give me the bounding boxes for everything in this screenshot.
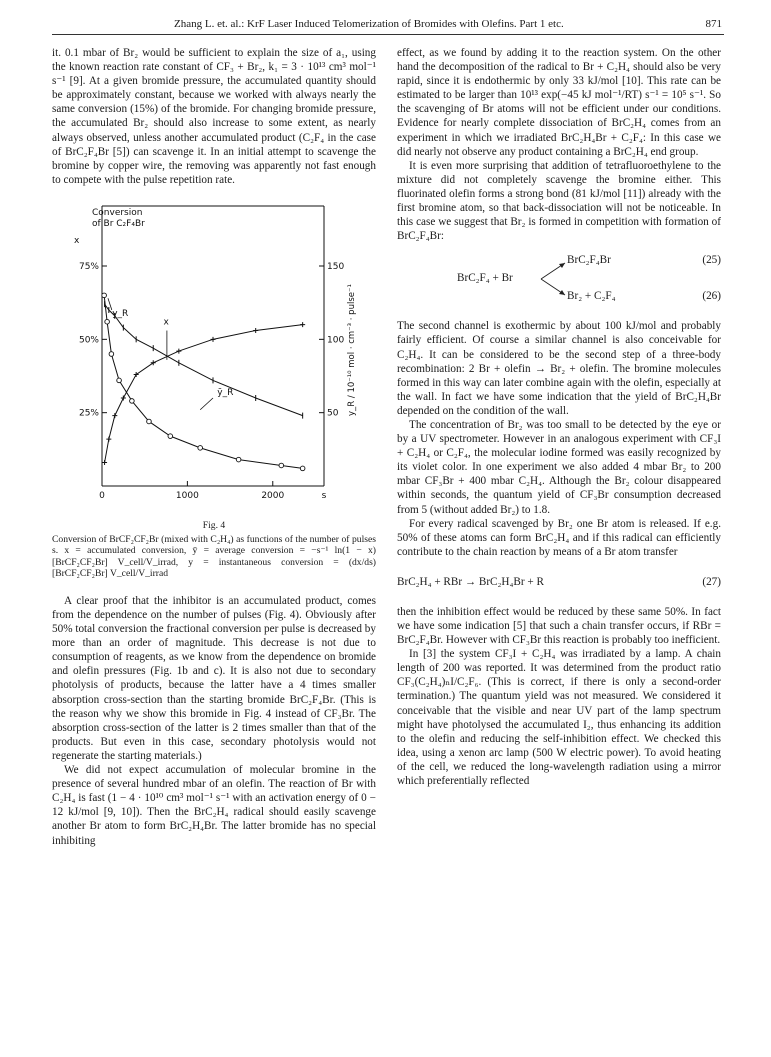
x-tick-label: 0	[99, 490, 105, 501]
chart-axes	[102, 206, 324, 486]
curve-circle	[104, 295, 303, 468]
left-column	[52, 46, 376, 848]
left-axis-label: x	[74, 235, 80, 246]
x-tick-label: s	[321, 490, 327, 501]
left-tick-label: 50%	[78, 335, 99, 346]
equation-reactants: BrC₂F₄ + Br	[457, 272, 513, 285]
data-point	[109, 352, 114, 357]
equation-26-number: (26)	[702, 290, 721, 303]
chart-curves	[104, 295, 303, 468]
data-point	[236, 457, 241, 462]
left-paragraph-1: it. 0.1 mbar of Br₂ would be sufficient to explain the size of a₁, using the known reaction rate constant of CF₃ + Br₂, k₁ = 3 · 10¹³ cm³ mol⁻¹ s⁻¹ [9]. At a given bromide pressure, the accumulated quantity should be approximately constant, because we worked with always nearly the same conversion (15%) of the bromide. For changing bromide pressure, the accumulated Br₂ should also increase to some extent, as nearly always observed, unless another accumulated product (C₂F₄ in the case of BrC₂F₄Br [5]) can scavenge it. In an initial attempt to scavenge the bromine by copper wire, the removing was apparently not fast enough to compete with the pulse repetition rate.	[52, 47, 376, 186]
curve-cross	[105, 325, 303, 463]
right-paragraph-7: In [3] the system CF₃I + C₂H₄ was irradiated by a lamp. A chain length of 200 was reported. It was determined from the product ratio CF₃(C₂H₄)ₙI/C₂F₆. (This is correct, if there is only a second-order termination.) The quantum yield was not measured. We considered it conceivable that the visible and near UV part of the lamp spectrum might have photolysed the accumulated I₂, thus enhancing its addition to the olefin and reducing the self-inhibition effect. We checked this idea, using a xenon arc lamp (500 W electric power). To avoid heating of the cell, we reduced the long-wavelength radiation using a mirror which preferentially reflected	[397, 648, 721, 788]
branch-arrows	[539, 259, 569, 299]
equation-27-text: BrC₂H₄ + RBr → BrC₂H₄Br + R	[397, 575, 544, 588]
page-number: 871	[705, 18, 722, 30]
curve-label-x: x	[163, 317, 169, 328]
pointer-ybar	[200, 398, 213, 410]
chart-labels	[74, 208, 357, 501]
equation-27-number: (27)	[702, 575, 721, 588]
left-paragraph-3: We did not expect accumulation of molecular bromine in the presence of several hundred mbar of an olefin. The reaction of Br with C₂H₄ is fast (1 − 4 · 10¹⁰ cm³ mol⁻¹ s⁻¹ with an activation energy of 0 − 12 kJ/mol [9, 10]). Then the BrC₂H₄ radical should easily scavenge another Br atom to form BrC₂H₄Br. The latter bromide has no special inhibiting	[52, 764, 376, 847]
data-point	[253, 328, 258, 333]
data-point	[300, 466, 305, 471]
right-column	[397, 46, 721, 788]
data-point	[102, 460, 107, 465]
figure-caption	[52, 520, 376, 580]
right-paragraph-2: It is even more surprising that addition of tetrafluoroethylene to the mixture did not completely scavenge the bromine either. This fluorinated olefin forms a strong bond (81 kJ/mol [11]) already with the first bromine atom, so that back-dissociation will not be noticeable. In this case we suggest that Br₂ is formed in competition with formation of BrC₂F₄Br:	[397, 159, 721, 243]
left-tick-label: 25%	[78, 408, 99, 419]
data-point	[106, 437, 111, 442]
equation-25-26	[397, 249, 721, 313]
data-point	[117, 378, 122, 383]
data-point	[130, 399, 135, 404]
right-tick-label: 100	[327, 335, 345, 346]
right-paragraph-3: The second channel is exothermic by about 100 kJ/mol and probably fairly efficient. Of course a similar channel is also conceivable for C₂H₄. It can be considered to be the second step of a three-body recombination: 2 Br + olefin → Br₂ + olefin. The bromine molecules formed in this way can later combine again with the olefin, especially at the wall. In fact we have some indication that the yield of BrC₂H₄Br depended on the condition of the wall.	[397, 320, 721, 417]
data-point	[105, 319, 110, 324]
x-tick-label: 2000	[261, 490, 285, 501]
equation-27	[397, 571, 721, 593]
curve-label-yR: y_R	[112, 308, 129, 319]
data-point	[198, 446, 203, 451]
right-paragraph-4: The concentration of Br₂ was too small to be detected by the eye or by a UV spectrometer. However in an analogous experiment with CF₃I + C₂H₄ or C₂F₄, the molecular iodine formed was easily recognized by its violet color. In one experiment we also added 4 mbar Br₂ to 200 mbar CF₃Br + 400 mbar C₂H₄. Although the Br₂ colour disappeared within seconds, the quantum yield of CF₃Br consumption decreased from 5 (without added Br₂) to 1.8.	[397, 418, 721, 516]
equation-26-product: Br₂ + C₂F₄	[567, 290, 616, 303]
figure-caption-text: Conversion of BrCF₂CF₂Br (mixed with C₂H₄) as functions of the number of pulses s. x = accumulated conversion, ȳ = average conversion = −s⁻¹ ln(1 − x) [BrCF₂CF₂Br] V_cell/V_irrad, y = instantaneous conversion = (dx/ds) [BrCF₂CF₂Br] V_cell/V_irrad	[52, 533, 376, 580]
figure-label: Fig. 4	[202, 519, 226, 531]
right-paragraph-6: then the inhibition effect would be reduced by these same 50%. In fact we have some indication [5] that such a chain transfer occurs, if RBr = BrC₂F₄Br. However with CF₃Br this reaction is probably too inefficient.	[397, 605, 721, 647]
running-header	[52, 18, 724, 35]
equation-25-number: (25)	[702, 254, 721, 267]
right-tick-label: 50	[327, 408, 339, 419]
curve-tick	[105, 304, 303, 415]
data-point	[112, 413, 117, 418]
inner-label-line2: of Br C₂F₄Br	[92, 218, 145, 229]
conversion-chart	[52, 201, 376, 516]
right-tick-label: 150	[327, 261, 345, 272]
right-axis-label: y_R / 10⁻¹⁰ mol · cm⁻³ · pulse⁻¹	[347, 284, 357, 416]
x-tick-label: 1000	[175, 490, 199, 501]
left-paragraph-2: A clear proof that the inhibitor is an accumulated product, comes from the dependence on the number of pulses (Fig. 4). Obviously after 50% total conversion the fractional conversion per pulse is decreased by more than an order of magnitude. This decrease is not due to consumption of reagents, as we know from the dependence on bromide and olefin pressures (Fig. 1b and c). It is also not due to secondary photolysis of products, because the latter have a 4 times smaller absorption cross-section than the starting bromide BrC₂F₄Br. (This is the reason why we show this bromide in Fig. 4 instead of CF₃Br. The absorption cross-section of the latter is 2 times smaller than that of the products. But even in this case, secondary photolysis would not regenerate the starting materials.)	[52, 594, 376, 762]
right-paragraph-5: For every radical scavenged by Br₂ one Br atom is released. If e.g. 50% of these atoms can form BrC₂H₄ and if this radical can efficiently contribute to the chain reaction by means of a Br atom transfer	[397, 517, 721, 558]
data-point	[121, 395, 126, 400]
data-point	[300, 322, 305, 327]
right-paragraph-1: effect, as we found by adding it to the reaction system. On the other hand the decomposition of the radical to Br + C₂H₄ should also be very rapid, since it is endothermic by only 33 kJ/mol [10]. This rate can be estimated to be larger than 10¹³ exp(−45 kJ mol⁻¹/RT) s⁻¹ = 10⁵ s⁻¹. So the scavenging of Br atoms will not be efficient under our conditions. Evidence for nearly complete dissociation of BrC₂H₄ comes from an experiment in which we irradiated BrC₂H₄Br + C₂F₄: In this case we did nearly not observe any product containing a BrC₂H₄ end group.	[397, 47, 721, 158]
equation-25-product: BrC₂F₄Br	[567, 254, 611, 267]
data-point	[102, 293, 107, 298]
data-point	[279, 463, 284, 468]
data-point	[176, 349, 181, 354]
inner-label-line1: Conversion	[92, 207, 143, 218]
data-point	[211, 337, 216, 342]
data-point	[147, 419, 152, 424]
figure-4	[52, 201, 376, 516]
left-tick-label: 75%	[78, 261, 99, 272]
curve-label-ybar: ȳ_R	[217, 388, 234, 399]
data-point	[168, 434, 173, 439]
running-title: Zhang L. et. al.: KrF Laser Induced Telomerization of Bromides with Olefins. Part 1 etc.	[174, 18, 564, 30]
